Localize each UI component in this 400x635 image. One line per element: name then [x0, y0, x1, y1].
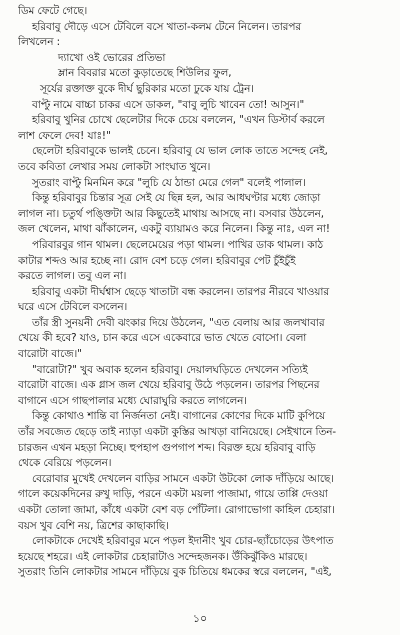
text-line: লোকটাকে দেখেই হরিবাবুর মনে পড়ল ইদানীং খুব চোর-ছ্যাঁচোড়ের উৎপাত [32, 535, 334, 548]
text-line: সূর্যের রক্তাক্ত বুকে দীর্ঘ ছুরিকার মতো ঢুকে যায় ট্রেন। [40, 82, 254, 95]
text-line: ছেলেটা হরিবাবুকে ভালই চেনে। হরিবাবু যে ভাল লোক তাতে সন্দেহ নেই, [32, 145, 328, 158]
text-line: পরিবারবুর গান থামল। ছেলেমেয়ের পড়া থামল। পাখির ডাক থামল। কাঠ [32, 238, 323, 251]
text-line: "বারোটা?" খুব অবাক হলেন হরিবাবু। দেয়ালঘড়িতে দেখলেন সত্যিই [32, 363, 308, 376]
text-line: বয়স খুব বেশি নয়, ত্রিশের কাছাকাছি। [18, 519, 169, 532]
text-line: কিন্তু হরিবাবুর চিন্তার সূত্র সেই যে ছিন্ন হল, আর আধঘণ্টার মধ্যে জোড়া [32, 192, 321, 205]
text-line: কাটার শব্দও আর হচ্ছে না। রোদ বেশ চড়ে গেল। হরিবাবুর পেট চুঁইচুঁই [18, 254, 296, 267]
text-line: হরিবাবু দৌড়ে এসে টেবিলে বসে খাতা-কলম টেনে নিলেন। তারপর [32, 20, 301, 33]
text-line: বারোটা বাজে। এক গ্লাস জল খেয়ে হরিবাবু উঠে পড়লেন। তারপর পিছনের [18, 379, 320, 392]
text-line: জল খেলেন, মাথা ঝাঁকালেন, একটু ব্যায়ামও করে নিলেন। কিন্তু নাঃ, এল না! [18, 223, 330, 236]
text-line: তাঁর স্ত্রী সুনয়নী দেবী ঝংকার দিয়ে উঠলেন, "এত বেলায় আর জলখাবার [32, 316, 325, 329]
text-line: একটা তোলা জামা, কাঁধে একটা বেশ বড় পোঁটলা। রোগাভোগা কাহিল চেহারা। [18, 504, 335, 516]
text-line: কিন্তু কোথাও শান্তি বা নির্জনতা নেই। বাগানের কোণের দিকে মাটি কুপিয়ে [32, 410, 326, 423]
text-line: বাগানে এসে গাছপালার মধ্যে ঘোরাঘুরি করতে লাগলেন। [18, 394, 247, 407]
text-line: ম্লান বিবরার মতো কুড়াতেছে শিউলির ফুল, [58, 67, 232, 80]
text-line: দ্যাখো ওই ভোরের প্রতিভা [58, 51, 166, 64]
text-line: হরিবাবু একটা দীর্ঘশ্বাস ছেড়ে খাতাটা বন্ধ করলেন। তারপর নীরবে খাওয়ার [32, 285, 329, 298]
text-line: লিখলেন : [18, 36, 61, 49]
text-line: থেকে বেরিয়ে পড়লেন। [18, 457, 112, 470]
text-line: হরিবাবু খুনির চোখে ছেলেটার দিকে চেয়ে বললেন, "এখন ডিস্টার্ব করলে [32, 114, 325, 127]
text-line: চারজন এখন মহড়া নিচ্ছে। হুপহাপ গুপগাপ শব্দ। বিরক্ত হয়ে হরিবাবু বাড়ি [18, 441, 316, 454]
text-line: সুতরাং তিনি লোকটার সামনে দাঁড়িয়ে বুক চিতিয়ে ধমকের স্বরে বললেন, "এই, [18, 566, 332, 579]
text-line: সুতরাং বাপ্টু মিনমিন করে "লুচি যে ঠান্ডা মেরে গেল" বলেই পালাল। [32, 176, 306, 189]
page-text [18, 4, 386, 581]
text-line: খেয়ে কী হবে? যাও, চান করে এসে একেবারে ভাত খেতে বোসো। বেলা [18, 332, 307, 345]
text-line: ঘরে এসে টেবিলে বসলেন। [18, 301, 128, 314]
text-line: গালে কয়েকদিনের রুখু দাড়ি, পরনে একটা ময়লা পাজামা, গায়ে তাপ্পি দেওয়া [18, 488, 328, 501]
text-line: ডিম ফেটে গেছে। [18, 5, 88, 17]
text-line: করতে লাগল। তবু এল না। [18, 270, 127, 283]
text-line: লাগল না। চতুর্থ পঙ্ক্তিটা আর কিছুতেই মাথায় আসছে না। বসবার উঠলেন, [18, 207, 325, 220]
text-line: হয়েছে শহরে। এই লোকটার চেহারাটাও সন্দেহজনক। উঁকিঝুঁকিও মারছে। [18, 550, 308, 563]
text-line: বাপ্টু নামে বাচ্চা চাকর এসে ডাকল, "বাবু লুচি খাবেন তো! আসুন।" [32, 98, 305, 111]
text-line: লাশ ফেলে দেব! যাঃ!" [18, 129, 111, 142]
text-line: বারোটা বাজে।" [18, 348, 82, 361]
text-line: তবে কবিতা লেখার সময় লোকটা সাংঘাত খুনে। [18, 160, 211, 173]
text-line: তাঁর সবজেত ছেড়ে তাই ন্যাড়া একটা কুস্তির আখড়া বানিয়েছে। সেইখানে তিন- [18, 426, 337, 439]
text-line: বেরোবার মুখেই দেখলেন বাড়ির সামনে একটা উটকো লোক দাঁড়িয়ে আছে। [32, 472, 334, 485]
page-number: ১০ [192, 612, 208, 625]
